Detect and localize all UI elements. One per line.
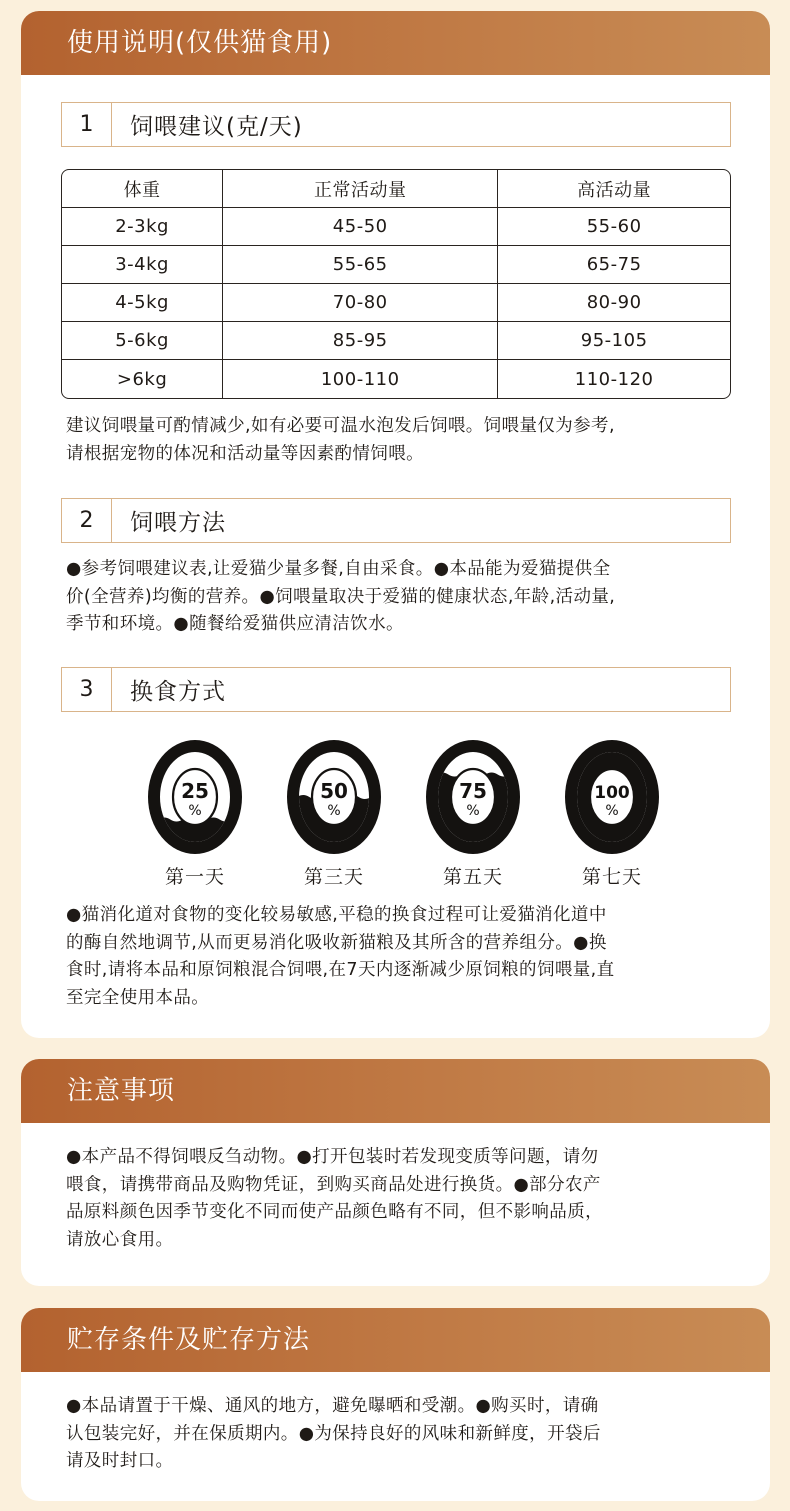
table-header: 高活动量 xyxy=(498,170,730,208)
table-cell: 65-75 xyxy=(498,246,730,284)
table-cell: 55-65 xyxy=(223,246,498,284)
section-number: 1 xyxy=(62,103,112,146)
gauge-label: 第三天 xyxy=(303,866,364,888)
table-cell: >6kg xyxy=(62,360,223,398)
text-line: 至完全使用本品。 xyxy=(66,987,210,1008)
bowl-gauge-icon xyxy=(284,738,384,856)
gauge-label: 第七天 xyxy=(581,866,642,888)
bowl-gauge-icon xyxy=(423,738,523,856)
feeding-method-text xyxy=(66,556,731,639)
table-header-row xyxy=(62,170,730,208)
table-row xyxy=(62,208,730,246)
table-cell: 100-110 xyxy=(223,360,498,398)
table-cell: 110-120 xyxy=(574,368,654,390)
section-number: 2 xyxy=(62,499,112,542)
section-feeding-advice xyxy=(61,102,731,147)
table-row xyxy=(62,284,730,322)
text-line: ●猫消化道对食物的变化较易敏感,平稳的换食过程可让爱猫消化道中 xyxy=(66,905,607,925)
table-cell: 3-4kg xyxy=(62,246,223,284)
text-line: ●本品请置于干燥、通风的地方，避免曝晒和受潮。●购买时，请确 xyxy=(66,1396,599,1416)
text-line: 喂食，请携带商品及购物凭证，到购买商品处进行换货。●部分农产 xyxy=(66,1174,601,1195)
text-line: ●参考饲喂建议表,让爱猫少量多餐,自由采食。●本品能为爱猫提供全 xyxy=(66,559,611,579)
bowl-gauge-icon xyxy=(562,738,662,856)
table-row xyxy=(62,360,730,398)
table-cell: 80-90 xyxy=(498,284,730,322)
text-line: 食时,请将本品和原饲粮混合饲喂,在7天内逐渐减少原饲粮的饲喂量,直 xyxy=(66,960,615,980)
text-line: 建议饲喂量可酌情减少,如有必要可温水泡发后饲喂。饲喂量仅为参考, xyxy=(66,416,615,436)
table-cell: 5-6kg xyxy=(62,322,223,360)
gauge-day xyxy=(145,738,245,889)
text-line: 季节和环境。●随餐给爱猫供应清洁饮水。 xyxy=(66,614,404,634)
table-cell: 70-80 xyxy=(223,284,498,322)
storage-header: 贮存条件及贮存方法 xyxy=(21,1308,770,1372)
table-cell: 85-95 xyxy=(223,322,498,360)
gauge-day xyxy=(562,738,662,889)
usage-card xyxy=(21,11,770,1038)
text-line: 认包装完好，并在保质期内。●为保持良好的风味和新鲜度，开袋后 xyxy=(66,1423,601,1444)
text-line: 品原料颜色因季节变化不同而使产品颜色略有不同，但不影响品质， xyxy=(66,1202,603,1222)
gauge-label: 第五天 xyxy=(442,866,503,888)
usage-header: 使用说明(仅供猫食用) xyxy=(21,11,770,75)
section-feeding-method xyxy=(61,498,731,543)
section-food-switch xyxy=(61,667,731,712)
gauge-value: 25 xyxy=(181,779,209,803)
food-switch-text xyxy=(66,902,731,1012)
gauge-unit: % xyxy=(466,803,480,819)
gauge-value: 50 xyxy=(320,779,348,803)
table-header: 正常活动量 xyxy=(223,170,498,208)
table-cell: 55-60 xyxy=(498,208,730,246)
table-cell: 45-50 xyxy=(223,208,498,246)
table-cell: 95-105 xyxy=(498,322,730,360)
text-line: 的酶自然地调节,从而更易消化吸收新猫粮及其所含的营养组分。●换 xyxy=(66,932,607,953)
gauge-label: 第一天 xyxy=(164,866,225,888)
gauge-unit: % xyxy=(327,803,341,819)
storage-text xyxy=(66,1393,731,1476)
table-header: 体重 xyxy=(62,170,223,208)
table-row xyxy=(62,246,730,284)
text-line: 价(全营养)均衡的营养。●饲喂量取决于爱猫的健康状态,年龄,活动量, xyxy=(66,586,616,607)
text-line: 请根据宠物的体况和活动量等因素酌情饲喂。 xyxy=(66,443,424,464)
section-number: 3 xyxy=(62,668,112,711)
text-line: 请及时封口。 xyxy=(66,1451,174,1471)
gauge-day xyxy=(284,738,384,889)
gauge-day xyxy=(423,738,523,889)
section-title: 饲喂建议(克/天) xyxy=(130,114,303,140)
section-title: 换食方式 xyxy=(130,679,226,705)
food-switch-gauges xyxy=(145,738,665,898)
gauge-value: 75 xyxy=(459,779,487,803)
gauge-unit: % xyxy=(188,803,202,819)
table-cell: 2-3kg xyxy=(62,208,223,246)
text-line: 请放心食用。 xyxy=(66,1229,174,1250)
storage-card xyxy=(21,1308,770,1501)
text-line: ●本产品不得饲喂反刍动物。●打开包装时若发现变质等问题，请勿 xyxy=(66,1147,599,1167)
table-row xyxy=(62,322,730,360)
gauge-value: 100 xyxy=(594,783,630,803)
bowl-gauge-icon xyxy=(145,738,245,856)
notice-header: 注意事项 xyxy=(21,1059,770,1123)
table-cell: 4-5kg xyxy=(62,284,223,322)
feeding-note xyxy=(66,413,731,468)
gauge-unit: % xyxy=(605,803,619,819)
feeding-table xyxy=(61,169,731,399)
notice-card xyxy=(21,1059,770,1286)
notice-text xyxy=(66,1144,731,1254)
section-title: 饲喂方法 xyxy=(130,510,226,536)
